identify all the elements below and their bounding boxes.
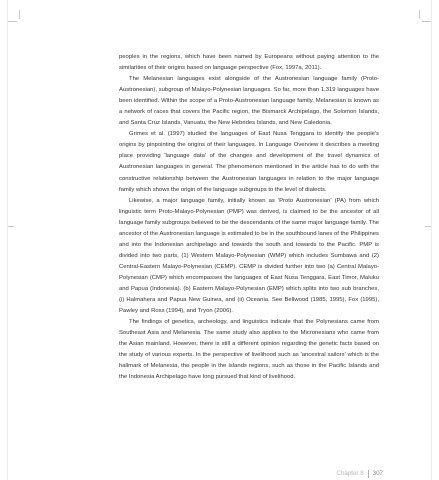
right-margin-line — [431, 0, 432, 480]
left-margin-line — [7, 0, 8, 480]
body-paragraph: Likewise, a major language family, initially known as 'Proto Austronesian' (PA) from which linguistic term Proto-Malayo-Polynesian (PMP) was derived, is claimed to be the ancestor of all language family subgroups believed to be the descendants of the same major language family. The ancestor of the Austronesian language is estimated to be in the southbound lanes of the Philippines and into the Indonesian archipelago and towards the south and towards to the Pacific. PMP is divided into two parts, (1) Western Malayo-Polynesian (WMP) which includes Sumbawa and (2) Central-Eastern Malayo-Polynesian (CEMP). CEMP is divided further into two (a) Central Malayo-Polynesian (CMP) which encompasses the languages of East Nusa Tenggara, East Timor, Maluku and Papua (Indonesia). (b) Eastern Malayo-Polynesian (EMP) which splits into two sub branches, (i) Halmahera and Papua New Guinea, and (ii) Oceania. See Bellwood (1985, 1995), Fox (1995), Pawley and Ross (1994), and Tryon (2006). — [119, 197, 379, 315]
body-paragraph: peoples in the regions, which have been named by Europeans without paying attention to the similarities of their origins based on language perspective (Fox, 1997a, 2011). — [119, 54, 379, 72]
body-paragraph: Grimes et al. (1997) studied the languages of East Nusa Tenggara to identify the people's origins by pinpointing the origins of their languages. In Language Overview it describes a meeting place providing 'language data' of the changes and development of the travel dynamics of Austronesian languages in general. The phenomenon mentioned in the article has to do with the constructive relationship between the Austronesian languages in relation to the major language family which shows the origin of the language subgroups to the level of dialects. — [119, 131, 379, 193]
crop-mark-mid-right — [425, 226, 431, 227]
crop-mark-top-right-v — [419, 10, 420, 19]
page-footer — [336, 470, 383, 478]
footer-divider — [368, 470, 369, 478]
body-text-column — [119, 52, 379, 383]
crop-mark-mid-left — [8, 226, 14, 227]
chapter-label: Chapter 8 — [336, 470, 364, 477]
crop-mark-top-left-h — [8, 21, 17, 22]
page-number: 307 — [372, 470, 383, 477]
body-paragraph: The Melanesian languages exist alongside of the Austronesian language family (Proto-Austronesian), subgroup of Malayo-Polynesian languages. So far, more than 1,319 languages have been identified. Within the scope of a Proto-Austronesian language family, Melanesian is known as a network of races that covers the Pacific region, the Bismarck Archipelago, the Solomon Islands, and Santa Cruz Islands, Vanuatu, the New Hebrides Islands, and New Caledonia. — [119, 76, 379, 127]
crop-mark-top-left-v — [19, 10, 20, 19]
crop-mark-top-right-h — [422, 21, 431, 22]
body-paragraph: The findings of genetics, archeology, and linguistics indicate that the Polynesians came from Southeast Asia and Melanesia. The same study also applies to the Micronesians who came from the Asian mainland. However, there is still a different opinion regarding the genetic facts based on the study of various experts. In the perspective of livelihood such as 'ancestral sailors' which is the hallmark of Melanesia, the people in the islands regions, such as those in the Pacific Islands and the Indonesia Archipelago have long pursued that kind of livelihood. — [119, 319, 379, 381]
